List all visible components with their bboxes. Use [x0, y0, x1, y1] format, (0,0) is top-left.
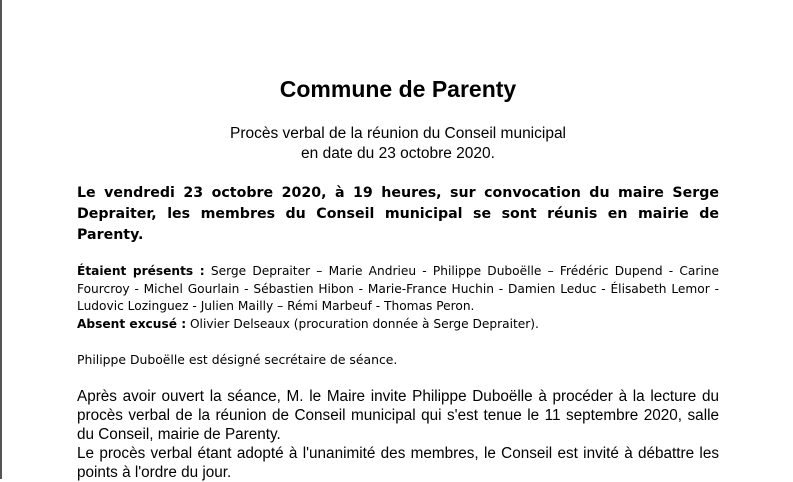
body-paragraph-2: Le procès verbal étant adopté à l'unanimité des membres, le Conseil est invité à débattre les points à l'ordre du jour.	[77, 445, 719, 481]
attendance-block	[77, 263, 719, 333]
absent-label: Absent excusé :	[77, 316, 187, 331]
present-names: Serge Depraiter – Marie Andrieu - Philippe Duboëlle – Frédéric Dupend - Carine Fourcroy - Michel Gourlain - Sébastien Hibon - Marie-France Huchin - Damien Leduc - Élisabeth Lemor - Ludovic Lozinguez - Julien Mailly – Rémi Marbeuf - Thomas Peron.	[77, 264, 719, 313]
secretary-paragraph: Philippe Duboëlle est désigné secrétaire de séance.	[77, 352, 398, 367]
intro-paragraph: Le vendredi 23 octobre 2020, à 19 heures, sur convocation du maire Serge Depraiter, les membres du Conseil municipal se sont réunis en mairie de Parenty.	[77, 185, 719, 243]
absent-list	[77, 316, 719, 334]
minutes-body	[77, 387, 719, 482]
subtitle-line-2: en date du 23 octobre 2020.	[301, 145, 495, 162]
present-label: Étaient présents :	[77, 264, 205, 278]
page-left-edge	[0, 0, 2, 479]
document-subtitle	[77, 124, 719, 164]
body-paragraph-1: Après avoir ouvert la séance, M. le Maire invite Philippe Duboëlle à procéder à la lecture du procès verbal de la réunion de Conseil municipal qui s'est tenue le 11 septembre 2020, salle du Conseil, mairie de Parenty.	[77, 388, 719, 443]
present-list	[77, 263, 719, 316]
subtitle-line-1: Procès verbal de la réunion du Conseil municipal	[229, 125, 567, 142]
absent-names: Olivier Delseaux (procuration donnée à Serge Depraiter).	[189, 316, 539, 331]
document-title: Commune de Parenty	[279, 76, 517, 102]
